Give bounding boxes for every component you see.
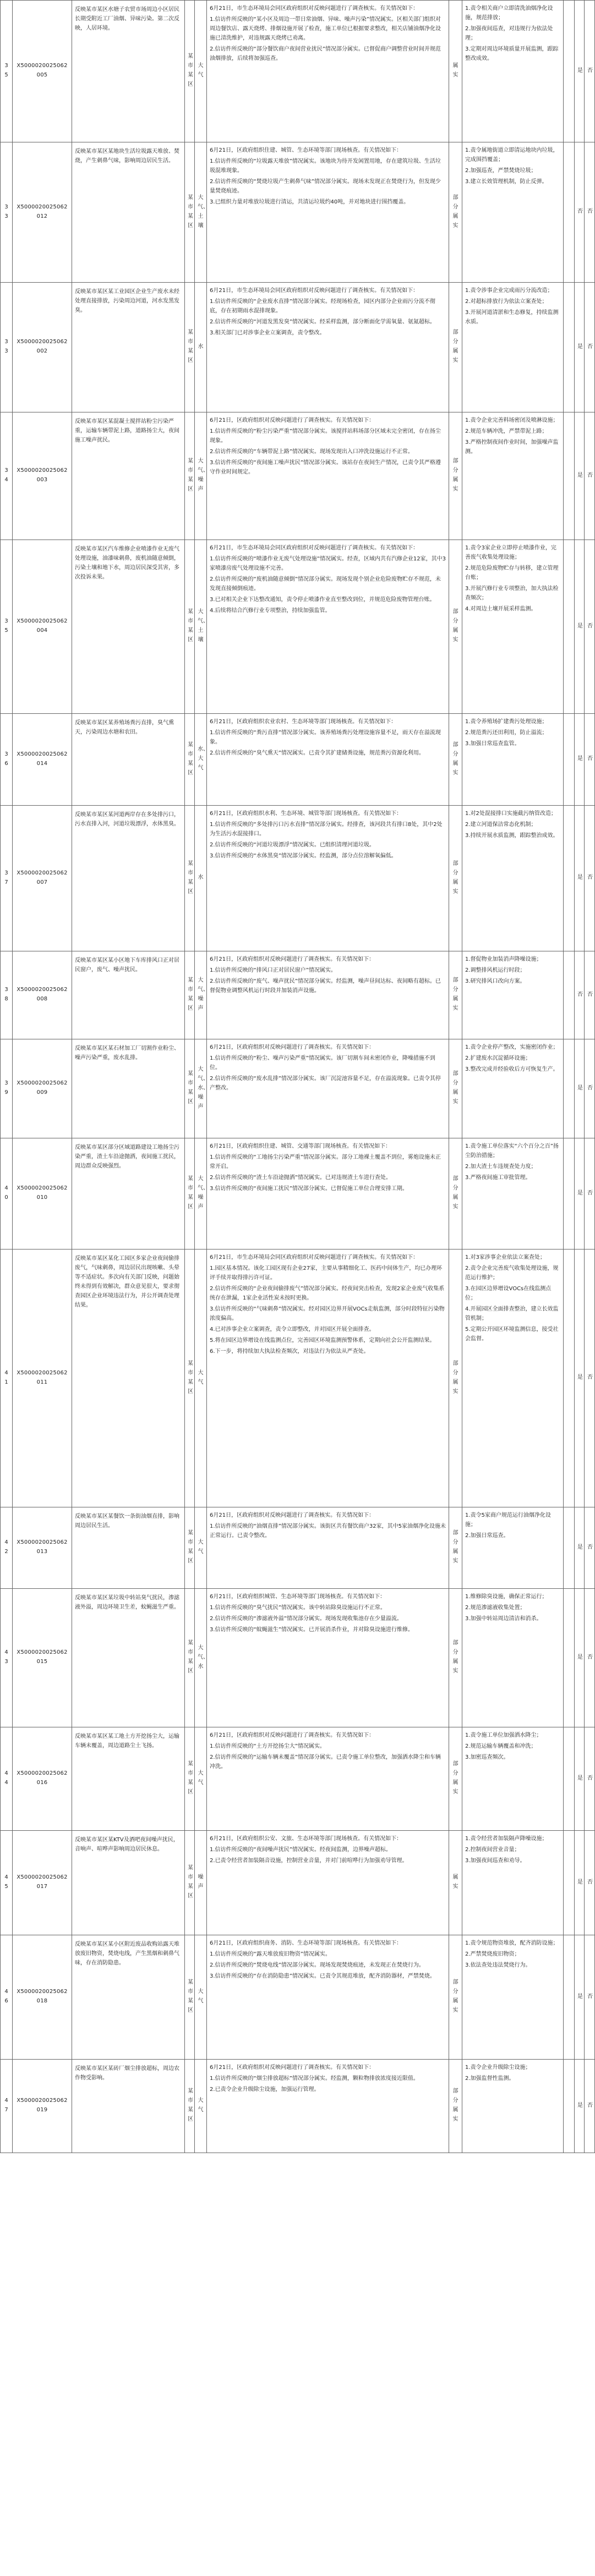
complaint-content-cell: 反映某市某区某垃圾中转站臭气扰民，渗滤液外溢，周边环境卫生差，蚊蝇滋生严重。 [72, 1589, 185, 1727]
investigation-result-cell: 6月21日，市生态环境局会同区政府组织对反映问题进行了调查核实。有关情况如下： 1.园区基本情况。该化工园区现有企业27家，主要从事精细化工、医药中间体生产，均已办理环评手续并取得排污许可证。 2.信访件所反映的“企业夜间偷排废气”情况部分属实。经夜间突击检查，发现2家企业废气收集系统存在泄漏，1家企业活性炭未按时更换。 3.信访件所反映的“气味刺鼻”情况属实。经对园区边界开展VOCs走航监测，部分时段特征污染物浓度偏高。 4.已对涉事企业立案调查，责令立即整改，并对园区开展全面排查。 5.将在园区边界增设在线监测点位，完善园区环境监测预警体系，定期向社会公开监测结果。 6.下一步，将持续加大执法检查频次，对违法行为依法从严查处。 [207, 1250, 449, 1507]
handling-measures-cell: 1.责令施工单位加强洒水降尘； 2.规范运输车辆覆盖和冲洗； 3.加密巡查频次。 [462, 1727, 564, 1831]
pollution-type-cell: 大气 [195, 1727, 207, 1831]
table-row [1, 1507, 595, 1589]
handling-measures-cell: 1.责令经营者加装隔声降噪设施； 2.控制夜间营业音量； 3.加强夜间巡查和劝导。 [462, 1831, 564, 1935]
investigation-result-cell: 6月21日，区政府组织对反映问题进行了调查核实。有关情况如下： 1.信访件所反映的“粉尘污染严重”情况部分属实。该搅拌站料场部分区域未完全密闭，存在扬尘现象。 2.信访件所反映的“车辆带泥上路”情况属实。现场发现出入口冲洗设施运行不正常。 3.信访件所反映的“夜间施工噪声扰民”情况部分属实。该站存在夜间生产情况，已责令其严格遵守作业时间规定。 [207, 412, 449, 540]
accountability-flag-cell: 否 [585, 806, 595, 951]
pollution-type-cell: 大气、噪声 [195, 951, 207, 1039]
rectified-flag-cell: 是 [575, 1727, 585, 1831]
accountability-flag-cell: 否 [585, 1727, 595, 1831]
complaint-content-cell: 反映某市某区某砖厂烟尘排放超标，周边农作物受影响。 [72, 2060, 185, 2153]
handling-measures-cell: 1.责令相关商户立即清洗油烟净化设施，规范排放； 2.加强夜间巡查，对违规行为依法处理； 3.定期对周边环境质量开展监测，跟踪整改成效。 [462, 1, 564, 142]
investigation-result-cell: 6月21日，区政府组织对反映问题进行了调查核实。有关情况如下： 1.信访件所反映的“烟尘排放超标”情况部分属实。经监测，颗粒物排放浓度接近限值。 2.已责令企业升级除尘设施，加强运行管理。 [207, 2060, 449, 2153]
complaint-content-cell: 反映某市某区水塘子农贸市场周边小区居民长期受附近工厂油烟、异味污染。第二次反映，人居环境。 [72, 1, 185, 142]
complaint-id-cell: X5000020025062019 [13, 2060, 72, 2153]
pollution-type-cell: 水 [195, 806, 207, 951]
complaint-content-cell: 反映某市某区某化工园区多家企业夜间偷排废气，气味刺鼻，周边居民出现咳嗽、头晕等不适症状。多次向有关部门反映，问题始终未得到有效解决，群众意见很大，要求彻查园区企业环境违法行为，并公开调查处理结果。 [72, 1250, 185, 1507]
pollution-type-cell: 大气 [195, 1507, 207, 1589]
handling-measures-cell: 1.责令5家商户规范运行油烟净化设施； 2.加强日常巡查。 [462, 1507, 564, 1589]
responsible-unit-cell [564, 806, 575, 951]
verdict-cell: 部分属实 [449, 1250, 462, 1507]
responsible-unit-cell [564, 1727, 575, 1831]
rectified-flag-cell: 是 [575, 1250, 585, 1507]
row-number-cell: 33 [1, 283, 13, 412]
row-number-cell: 43 [1, 1589, 13, 1727]
rectified-flag-cell: 是 [575, 1138, 585, 1250]
district-cell: 某市某区 [185, 2060, 195, 2153]
investigation-result-cell: 6月21日，市生态环境局会同区政府组织对反映问题进行了调查核实。有关情况如下： 1.信访件所反映的“企业废水直排”情况部分属实。经现场检查，园区内部分企业雨污分流不彻底，存在初期雨水混排现象。 2.信访件所反映的“河道发黑发臭”情况属实。经采样监测，部分断面化学需氧量、氨氮超标。 3.相关部门已对涉事企业立案调查，责令整改。 [207, 283, 449, 412]
district-cell: 某市某区 [185, 1727, 195, 1831]
accountability-flag-cell: 否 [585, 2060, 595, 2153]
complaint-id-cell: X5000020025062005 [13, 1, 72, 142]
investigation-result-cell: 6月21日，区政府组织城管、生态环境等部门现场核查。有关情况如下： 1.信访件所反映的“臭气扰民”情况属实。该中转站除臭设施运行不正常。 2.信访件所反映的“渗滤液外溢”情况部分属实。现场发现收集池存在少量溢流。 3.信访件所反映的“蚊蝇滋生”情况属实。已开展消杀作业，并对除臭设施进行维修。 [207, 1589, 449, 1727]
district-cell: 某市某区 [185, 1589, 195, 1727]
responsible-unit-cell [564, 1507, 575, 1589]
rectified-flag-cell: 是 [575, 2060, 585, 2153]
responsible-unit-cell [564, 1138, 575, 1250]
accountability-flag-cell: 否 [585, 1589, 595, 1727]
table-row [1, 714, 595, 806]
row-number-cell: 38 [1, 951, 13, 1039]
verdict-cell: 部分属实 [449, 1589, 462, 1727]
responsible-unit-cell [564, 540, 575, 714]
handling-measures-cell: 1.责令施工单位落实“六个百分之百”扬尘防治措施； 2.加大渣土车违规查处力度； 3.严格夜间施工审批管理。 [462, 1138, 564, 1250]
handling-measures-cell: 1.责令涉事企业完成雨污分流改造； 2.对超标排放行为依法立案查处； 3.开展河道清淤和生态修复，持续监测水质。 [462, 283, 564, 412]
accountability-flag-cell: 否 [585, 1831, 595, 1935]
investigation-result-cell: 6月21日，区政府组织住建、城管、生态环境等部门现场核查。有关情况如下： 1.信访件所反映的“垃圾露天堆放”情况属实。该地块为待开发闲置用地，存在建筑垃圾、生活垃圾混堆现象。 2.信访件所反映的“焚烧垃圾产生刺鼻气味”情况部分属实。现场未发现正在焚烧行为，但发现少量焚烧痕迹。 3.已组织力量对堆放垃圾进行清运，共清运垃圾约40吨，并对地块进行围挡覆盖。 [207, 142, 449, 283]
district-cell: 某市某区 [185, 1138, 195, 1250]
pollution-type-cell: 大气、土壤 [195, 142, 207, 283]
pollution-type-cell: 大气 [195, 2060, 207, 2153]
row-number-cell: 47 [1, 2060, 13, 2153]
table-row [1, 951, 595, 1039]
handling-measures-cell: 1.对2处混接排口实施截污纳管改造； 2.建立河道保洁常态化机制； 3.持续开展水质监测，跟踪整治成效。 [462, 806, 564, 951]
accountability-flag-cell: 否 [585, 1138, 595, 1250]
investigation-result-cell: 6月21日，区政府组织对反映问题进行了调查核实。有关情况如下： 1.信访件所反映的“油烟直排”情况部分属实。该街区共有餐饮商户32家，其中5家油烟净化设施未正常运行。已责令整改。 [207, 1507, 449, 1589]
table-body [1, 1, 595, 2153]
responsible-unit-cell [564, 283, 575, 412]
complaint-id-cell: X5000020025062012 [13, 142, 72, 283]
complaint-id-cell: X5000020025062015 [13, 1589, 72, 1727]
verdict-cell: 部分属实 [449, 283, 462, 412]
district-cell: 某市某区 [185, 412, 195, 540]
district-cell: 某市某区 [185, 1039, 195, 1138]
handling-measures-cell: 1.对3家涉事企业依法立案查处； 2.责令企业完善废气收集处理设施，规范运行维护； 3.在园区边界增设VOCs在线监测点位； 4.开展园区全面排查整治，建立长效监管机制； 5.定期公开园区环境监测信息，接受社会监督。 [462, 1250, 564, 1507]
pollution-type-cell: 大气、水、噪声 [195, 1039, 207, 1138]
complaint-id-cell: X5000020025062009 [13, 1039, 72, 1138]
complaint-content-cell: 反映某市某区某工业园区企业生产废水未经处理直接排放，污染周边河道，河水发黑发臭。 [72, 283, 185, 412]
row-number-cell: 44 [1, 1727, 13, 1831]
rectified-flag-cell: 是 [575, 283, 585, 412]
district-cell: 某市某区 [185, 1831, 195, 1935]
complaint-content-cell: 反映某市某区某混凝土搅拌站粉尘污染严重，运输车辆带泥上路，道路扬尘大，夜间施工噪声扰民。 [72, 412, 185, 540]
row-number-cell: 35 [1, 540, 13, 714]
handling-measures-cell: 1.责令属地街道立即清运地块内垃圾，完成围挡覆盖； 2.加强巡查，严禁焚烧垃圾； 3.建立长效管理机制，防止反弹。 [462, 142, 564, 283]
responsible-unit-cell [564, 1831, 575, 1935]
complaint-content-cell: 反映某市某区某养殖场粪污直排，臭气熏天，污染周边水塘和农田。 [72, 714, 185, 806]
complaint-content-cell: 反映某市某区某小区地下车库排风口正对居民窗户，废气、噪声扰民。 [72, 951, 185, 1039]
pollution-type-cell: 大气、噪声 [195, 1138, 207, 1250]
district-cell: 某市某区 [185, 951, 195, 1039]
responsible-unit-cell [564, 1039, 575, 1138]
pollution-type-cell: 噪声 [195, 1831, 207, 1935]
district-cell: 某市某区 [185, 1935, 195, 2060]
handling-measures-cell: 1.维修除臭设施，确保正常运行； 2.规范渗滤液收集处置； 3.加强中转站周边清洁和消杀。 [462, 1589, 564, 1727]
complaint-content-cell: 反映某市某区某工地土方开挖扬尘大，运输车辆未覆盖，周边道路尘土飞扬。 [72, 1727, 185, 1831]
rectified-flag-cell: 是 [575, 412, 585, 540]
verdict-cell: 部分属实 [449, 806, 462, 951]
pollution-type-cell: 大气、水 [195, 1589, 207, 1727]
handling-measures-cell: 1.责令企业停产整改，实施密闭作业； 2.扩建废水沉淀循环设施； 3.整改完成并经验收后方可恢复生产。 [462, 1039, 564, 1138]
table-row [1, 412, 595, 540]
complaint-content-cell: 反映某市某区某地块生活垃圾露天堆放、焚烧，产生刺鼻气味，影响周边居民生活。 [72, 142, 185, 283]
table-row [1, 1831, 595, 1935]
table-row [1, 1039, 595, 1138]
investigation-result-cell: 6月21日，市生态环境局会同区政府组织对反映问题进行了调查核实。有关情况如下： 1.信访件所反映的“某小区及周边一带日常油烟、异味、噪声污染”情况属实。区相关部门组织对周边餐饮店、露天烧烤、排烟设施开展了检查，施工单位已根据要求整改，相关店铺油烟净化设施已清洗维护，对违规露天烧烤已劝离。 2.信访件所反映的“部分餐饮商户夜间营业扰民”情况部分属实。已督促商户调整营业时间并规范油烟排放，后续将加强巡查。 [207, 1, 449, 142]
verdict-cell: 部分属实 [449, 714, 462, 806]
accountability-flag-cell: 否 [585, 1935, 595, 2060]
verdict-cell: 部分属实 [449, 1138, 462, 1250]
row-number-cell: 42 [1, 1507, 13, 1589]
pollution-type-cell: 大气、土壤 [195, 540, 207, 714]
verdict-cell: 属实 [449, 1, 462, 142]
rectified-flag-cell: 是 [575, 1589, 585, 1727]
rectified-flag-cell: 否 [575, 951, 585, 1039]
handling-measures-cell: 1.责令企业升级除尘设施； 2.加强监督性监测。 [462, 2060, 564, 2153]
verdict-cell: 部分属实 [449, 142, 462, 283]
table-row [1, 1138, 595, 1250]
verdict-cell: 部分属实 [449, 1507, 462, 1589]
rectified-flag-cell: 是 [575, 1507, 585, 1589]
district-cell: 某市某区 [185, 806, 195, 951]
accountability-flag-cell: 否 [585, 540, 595, 714]
complaint-id-cell: X5000020025062013 [13, 1507, 72, 1589]
verdict-cell: 部分属实 [449, 1727, 462, 1831]
accountability-flag-cell: 否 [585, 1039, 595, 1138]
responsible-unit-cell [564, 1250, 575, 1507]
verdict-cell: 部分属实 [449, 1935, 462, 2060]
row-number-cell: 40 [1, 1138, 13, 1250]
verdict-cell: 部分属实 [449, 951, 462, 1039]
pollution-type-cell: 大气 [195, 1935, 207, 2060]
responsible-unit-cell [564, 1, 575, 142]
responsible-unit-cell [564, 1935, 575, 2060]
row-number-cell: 41 [1, 1250, 13, 1507]
handling-measures-cell: 1.督促物业加装消声降噪设施； 2.调整排风机运行时段； 3.研究排风口改向方案。 [462, 951, 564, 1039]
complaint-id-cell: X5000020025062002 [13, 283, 72, 412]
row-number-cell: 33 [1, 142, 13, 283]
table-row [1, 1935, 595, 2060]
accountability-flag-cell: 否 [585, 412, 595, 540]
table-row [1, 283, 595, 412]
accountability-flag-cell: 否 [585, 714, 595, 806]
complaint-content-cell: 反映某市某区某小区附近废品收购站露天堆放废旧物资，焚烧电线，产生黑烟和刺鼻气味，存在消防隐患。 [72, 1935, 185, 2060]
complaint-id-cell: X5000020025062016 [13, 1727, 72, 1831]
rectified-flag-cell: 是 [575, 540, 585, 714]
responsible-unit-cell [564, 142, 575, 283]
complaint-id-cell: X5000020025062011 [13, 1250, 72, 1507]
complaint-content-cell: 反映某市某区某石材加工厂切割作业粉尘、噪声污染严重，废水乱排。 [72, 1039, 185, 1138]
verdict-cell: 部分属实 [449, 2060, 462, 2153]
district-cell: 某市某区 [185, 1250, 195, 1507]
accountability-flag-cell: 否 [585, 1250, 595, 1507]
complaint-content-cell: 反映某市某区某河道两岸存在多处排污口，污水直排入河，河道垃圾漂浮，水体黑臭。 [72, 806, 185, 951]
complaint-id-cell: X5000020025062010 [13, 1138, 72, 1250]
pollution-type-cell: 水 [195, 283, 207, 412]
rectified-flag-cell: 否 [575, 142, 585, 283]
investigation-result-cell: 6月21日，区政府组织对反映问题进行了调查核实。有关情况如下： 1.信访件所反映的“排风口正对居民窗户”情况属实。 2.信访件所反映的“废气、噪声扰民”情况部分属实。经监测，噪声昼间达标、夜间略有超标。已督促物业调整风机运行时段并加装消声设施。 [207, 951, 449, 1039]
rectified-flag-cell: 是 [575, 714, 585, 806]
investigation-result-cell: 6月21日，区政府组织商务、消防、生态环境等部门现场核查。有关情况如下： 1.信访件所反映的“露天堆放废旧物资”情况属实。 2.信访件所反映的“焚烧电线”情况部分属实。现场发现焚烧痕迹，未发现正在焚烧行为。 3.信访件所反映的“存在消防隐患”情况属实。已责令其规范堆放，配齐消防器材，严禁焚烧。 [207, 1935, 449, 2060]
row-number-cell: 46 [1, 1935, 13, 2060]
responsible-unit-cell [564, 412, 575, 540]
complaint-content-cell: 反映某市某区某餐饮一条街油烟直排，影响周边居民生活。 [72, 1507, 185, 1589]
row-number-cell: 37 [1, 806, 13, 951]
handling-measures-cell: 1.责令养殖场扩建粪污处理设施； 2.规范粪污还田利用，防止溢流； 3.加强日常巡查监管。 [462, 714, 564, 806]
handling-measures-cell: 1.责令企业完善料场密闭及喷淋设施； 2.规范车辆冲洗，严禁带泥上路； 3.严格控制夜间作业时间，加强噪声监测。 [462, 412, 564, 540]
complaint-content-cell: 反映某市某区汽车维修企业喷漆作业无废气处理设施，油漆味刺鼻，废机油随意倾倒，污染土壤和地下水，周边居民深受其害，多次投诉未果。 [72, 540, 185, 714]
table-row [1, 806, 595, 951]
complaint-id-cell: X5000020025062007 [13, 806, 72, 951]
investigation-result-cell: 6月21日，区政府组织对反映问题进行了调查核实。有关情况如下： 1.信访件所反映的“土方开挖扬尘大”情况属实。 2.信访件所反映的“运输车辆未覆盖”情况部分属实。已责令施工单位整改，加强洒水降尘和车辆冲洗。 [207, 1727, 449, 1831]
responsible-unit-cell [564, 714, 575, 806]
verdict-cell: 属实 [449, 1831, 462, 1935]
pollution-type-cell: 水、大气 [195, 714, 207, 806]
rectified-flag-cell: 是 [575, 1831, 585, 1935]
investigation-result-cell: 6月21日，区政府组织住建、城管、交通等部门现场核查。有关情况如下： 1.信访件所反映的“工地扬尘污染严重”情况部分属实。部分工地裸土覆盖不到位，雾炮设施未正常开启。 2.信访件所反映的“渣土车沿途抛洒”情况属实。已对违规渣土车进行查处。 3.信访件所反映的“夜间施工扰民”情况部分属实。已督促施工单位合理安排工期。 [207, 1138, 449, 1250]
complaint-content-cell: 反映某市某区某KTV及酒吧夜间噪声扰民，音响声、喧哗声影响周边居民休息。 [72, 1831, 185, 1935]
row-number-cell: 39 [1, 1039, 13, 1138]
district-cell: 某市某区 [185, 283, 195, 412]
row-number-cell: 34 [1, 412, 13, 540]
table-row [1, 1589, 595, 1727]
row-number-cell: 45 [1, 1831, 13, 1935]
row-number-cell: 36 [1, 714, 13, 806]
accountability-flag-cell: 否 [585, 1507, 595, 1589]
district-cell: 某市某区 [185, 1507, 195, 1589]
table-row [1, 1, 595, 142]
handling-measures-cell: 1.责令3家企业立即停止喷漆作业，完善废气收集处理设施； 2.规范危险废物贮存与转移，建立管理台账； 3.开展汽修行业专项整治，加大执法检查频次； 4.对周边土壤开展采样监测。 [462, 540, 564, 714]
accountability-flag-cell: 否 [585, 951, 595, 1039]
responsible-unit-cell [564, 951, 575, 1039]
complaint-id-cell: X5000020025062003 [13, 412, 72, 540]
table-row [1, 142, 595, 283]
accountability-flag-cell: 否 [585, 142, 595, 283]
investigation-result-cell: 6月21日，区政府组织农业农村、生态环境等部门现场核查。有关情况如下： 1.信访件所反映的“粪污直排”情况部分属实。该养殖场粪污处理设施容量不足，雨天存在溢流现象。 2.信访件所反映的“臭气熏天”情况属实。已责令其扩建储粪设施，规范粪污资源化利用。 [207, 714, 449, 806]
complaint-id-cell: X5000020025062017 [13, 1831, 72, 1935]
rectified-flag-cell: 是 [575, 806, 585, 951]
table-row [1, 1250, 595, 1507]
verdict-cell: 部分属实 [449, 540, 462, 714]
complaint-id-cell: X5000020025062014 [13, 714, 72, 806]
complaint-id-cell: X5000020025062008 [13, 951, 72, 1039]
responsible-unit-cell [564, 1589, 575, 1727]
verdict-cell: 部分属实 [449, 1039, 462, 1138]
pollution-type-cell: 大气 [195, 1, 207, 142]
rectified-flag-cell: 是 [575, 1935, 585, 2060]
investigation-result-cell: 6月21日，区政府组织公安、文旅、生态环境等部门现场核查。有关情况如下： 1.信访件所反映的“夜间噪声扰民”情况属实。经夜间监测，边界噪声超标。 2.已责令经营者加装隔音设施，控制营业音量，并对门前喧哗行为加强劝导管理。 [207, 1831, 449, 1935]
district-cell: 某市某区 [185, 1, 195, 142]
investigation-result-cell: 6月21日，区政府组织水利、生态环境、城管等部门现场核查。有关情况如下： 1.信访件所反映的“多处排污口污水直排”情况部分属实。经排查，该河段共有排口8处，其中2处为生活污水混接排口。 2.信访件所反映的“河道垃圾漂浮”情况属实。已组织清理河道垃圾。 3.信访件所反映的“水体黑臭”情况部分属实。经监测，部分点位溶解氧偏低。 [207, 806, 449, 951]
responsible-unit-cell [564, 2060, 575, 2153]
complaint-id-cell: X5000020025062018 [13, 1935, 72, 2060]
rectified-flag-cell: 是 [575, 1039, 585, 1138]
table-row [1, 2060, 595, 2153]
investigation-result-cell: 6月21日，市生态环境局会同区政府组织对反映问题进行了调查核实。有关情况如下： 1.信访件所反映的“喷漆作业无废气处理设施”情况属实。经查，区域内共有汽修企业12家，其中3家喷漆房废气处理设施不完善。 2.信访件所反映的“废机油随意倾倒”情况部分属实。现场发现个别企业危险废物贮存不规范，未发现直接倾倒痕迹。 3.已对相关企业下达整改通知，责令停止喷漆作业直至整改到位，并规范危险废物管理台账。 4.后续将结合汽修行业专项整治，持续加强监管。 [207, 540, 449, 714]
handling-measures-cell: 1.责令规范物资堆放，配齐消防设施； 2.严禁焚烧废旧物资； 3.依法查处违法焚烧行为。 [462, 1935, 564, 2060]
accountability-flag-cell: 否 [585, 1, 595, 142]
accountability-flag-cell: 否 [585, 283, 595, 412]
complaint-content-cell: 反映某市某区部分区域道路建设工地扬尘污染严重，渣土车沿途抛洒，夜间施工扰民，周边群众反映强烈。 [72, 1138, 185, 1250]
row-number-cell: 35 [1, 1, 13, 142]
pollution-type-cell: 大气 [195, 1250, 207, 1507]
district-cell: 某市某区 [185, 540, 195, 714]
complaint-id-cell: X5000020025062004 [13, 540, 72, 714]
verdict-cell: 部分属实 [449, 412, 462, 540]
table-row [1, 540, 595, 714]
table-row [1, 1727, 595, 1831]
pollution-type-cell: 大气、噪声 [195, 412, 207, 540]
rectified-flag-cell: 是 [575, 1, 585, 142]
district-cell: 某市某区 [185, 714, 195, 806]
investigation-result-cell: 6月21日，区政府组织对反映问题进行了调查核实。有关情况如下： 1.信访件所反映的“粉尘、噪声污染严重”情况属实。该厂切割车间未密闭作业，降噪措施不到位。 2.信访件所反映的“废水乱排”情况部分属实。该厂沉淀池容量不足，存在溢流现象。已责令其停产整改。 [207, 1039, 449, 1138]
district-cell: 某市某区 [185, 142, 195, 283]
